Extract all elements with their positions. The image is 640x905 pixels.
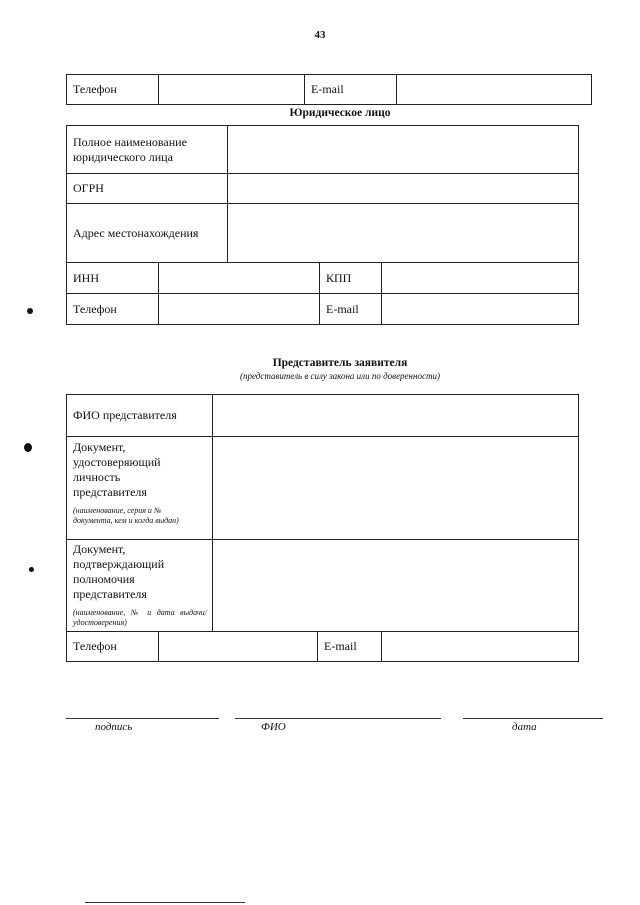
top-contact-table bbox=[66, 74, 592, 105]
address-field[interactable] bbox=[228, 204, 579, 263]
id-doc-field[interactable] bbox=[213, 437, 579, 540]
phone-field[interactable] bbox=[159, 75, 305, 105]
full-name-field[interactable] bbox=[228, 126, 579, 174]
representative-heading: Представитель заявителя bbox=[272, 357, 408, 369]
signature-caption: подпись bbox=[95, 721, 133, 733]
margin-mark bbox=[27, 308, 33, 314]
date-line[interactable] bbox=[463, 718, 603, 719]
power-doc-note: (наименование, № и дата выдачи/удостоверения) bbox=[73, 608, 207, 627]
legal-entity-heading: Юридическое лицо bbox=[289, 107, 391, 119]
signature-line[interactable] bbox=[66, 718, 219, 719]
kpp-field[interactable] bbox=[382, 263, 579, 294]
representative-subheading: (представитель в силу закона или по доверенности) bbox=[240, 371, 440, 381]
email-field[interactable] bbox=[397, 75, 592, 105]
id-doc-cell bbox=[67, 437, 213, 540]
legal-email-label: E-mail bbox=[320, 294, 382, 325]
power-doc-field[interactable] bbox=[213, 540, 579, 632]
footnote-divider bbox=[85, 902, 245, 903]
rep-email-label: E-mail bbox=[318, 632, 382, 662]
margin-mark bbox=[24, 443, 32, 452]
power-doc-cell bbox=[67, 540, 213, 632]
address-label: Адрес местонахождения bbox=[67, 204, 228, 263]
legal-entity-table bbox=[66, 125, 579, 325]
legal-email-field[interactable] bbox=[382, 294, 579, 325]
fio-caption: ФИО bbox=[261, 721, 286, 733]
power-doc-label: Документ, подтверждающий полномочия представителя bbox=[73, 542, 165, 601]
rep-phone-field[interactable] bbox=[159, 632, 318, 662]
rep-phone-label: Телефон bbox=[67, 632, 159, 662]
id-doc-note: (наименование, серия и № документа, кем и когда выдан) bbox=[73, 506, 179, 525]
margin-mark bbox=[29, 567, 34, 572]
rep-fio-field[interactable] bbox=[213, 395, 579, 437]
fio-line[interactable] bbox=[235, 718, 441, 719]
page-number: 43 bbox=[314, 29, 326, 41]
representative-table bbox=[66, 394, 579, 662]
rep-email-field[interactable] bbox=[382, 632, 579, 662]
legal-phone-label: Телефон bbox=[67, 294, 159, 325]
inn-field[interactable] bbox=[159, 263, 320, 294]
date-caption: дата bbox=[512, 721, 537, 733]
rep-fio-label: ФИО представителя bbox=[67, 395, 213, 437]
email-label: E-mail bbox=[305, 75, 397, 105]
inn-label: ИНН bbox=[67, 263, 159, 294]
phone-label: Телефон bbox=[67, 75, 159, 105]
ogrn-label: ОГРН bbox=[67, 174, 228, 204]
ogrn-field[interactable] bbox=[228, 174, 579, 204]
full-name-label: Полное наименование юридического лица bbox=[67, 126, 228, 174]
id-doc-label: Документ, удостоверяющий личность представителя bbox=[73, 440, 161, 499]
kpp-label: КПП bbox=[320, 263, 382, 294]
legal-phone-field[interactable] bbox=[159, 294, 320, 325]
